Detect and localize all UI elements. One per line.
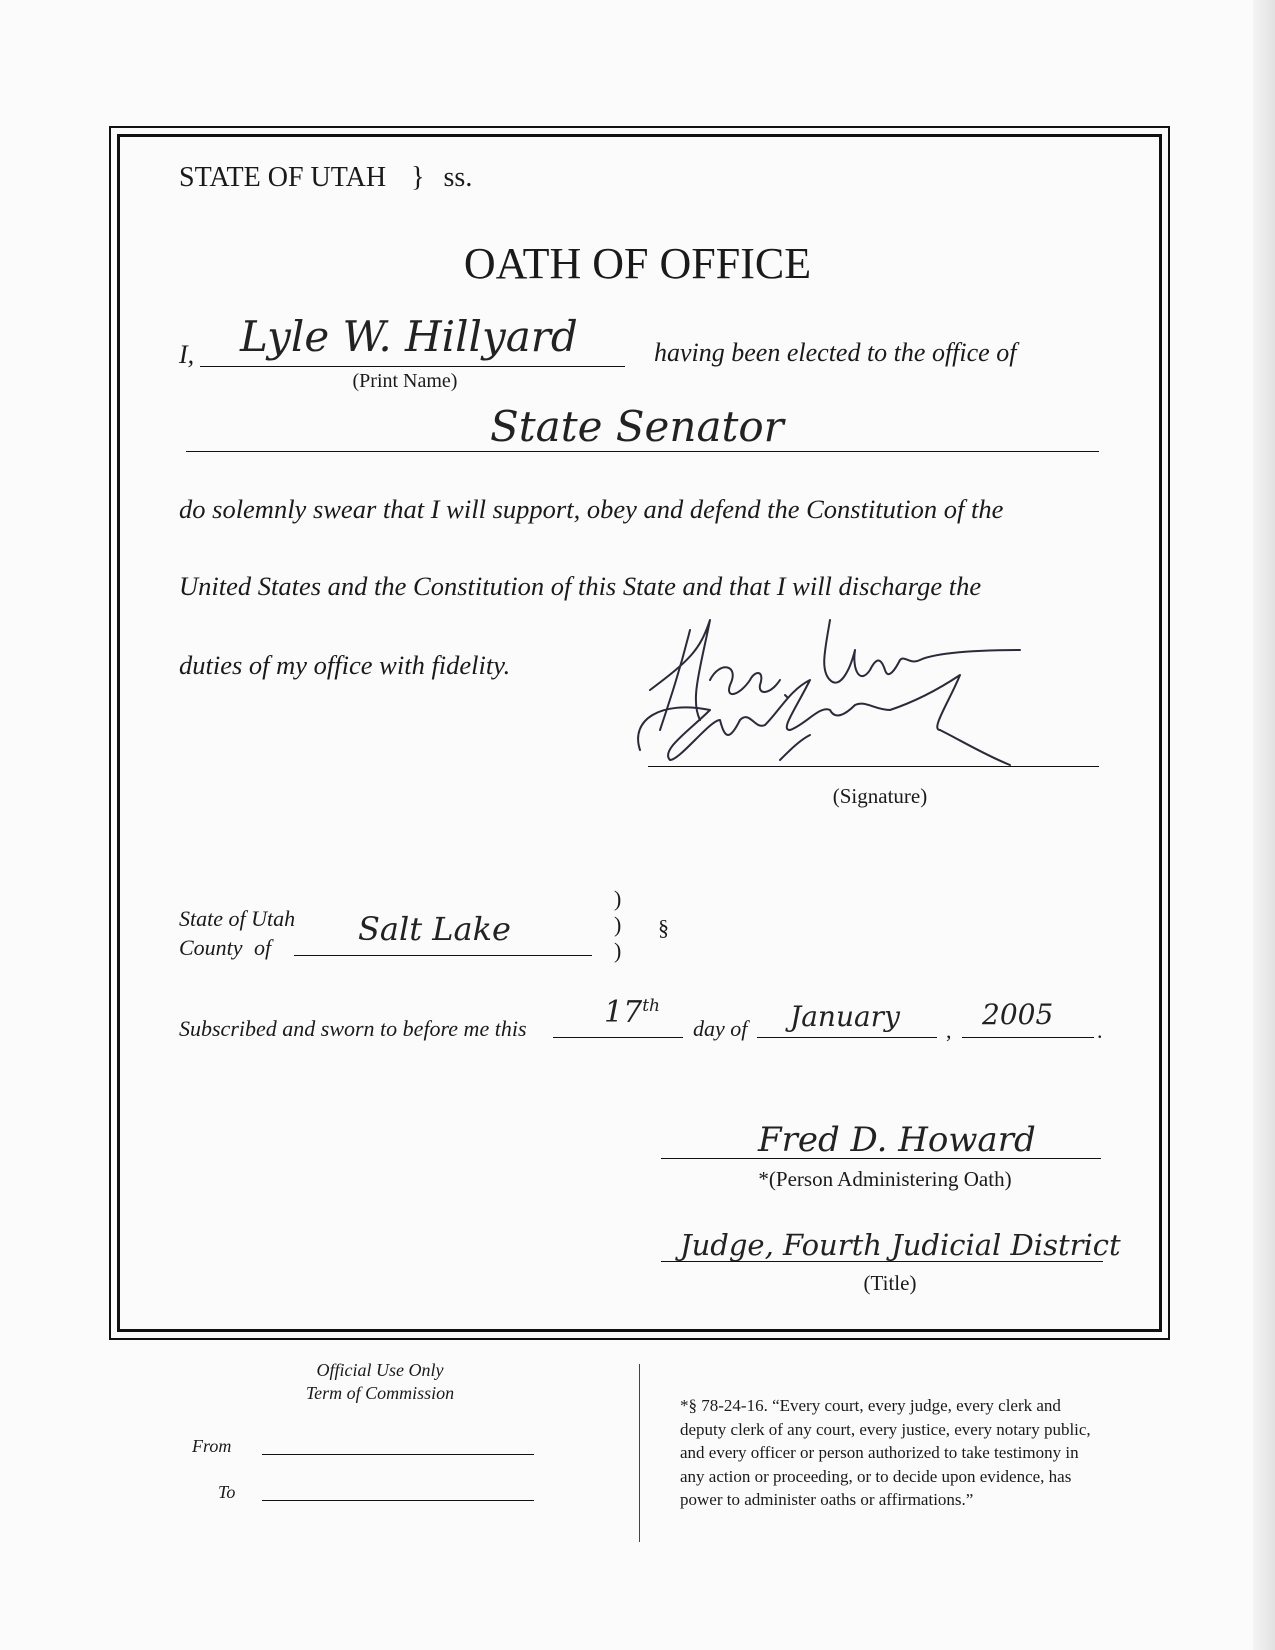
footer-divider bbox=[639, 1364, 640, 1542]
to-label: To bbox=[218, 1482, 236, 1502]
from-line[interactable] bbox=[262, 1454, 534, 1455]
footnote-line-1: *§ 78-24-16. “Every court, every judge, every clerk and bbox=[680, 1396, 1061, 1415]
i-prefix: I, bbox=[179, 340, 195, 369]
footnote-line-4: any action or proceeding, or to decide upon evidence, has bbox=[680, 1466, 1072, 1486]
venue-paren-1: ) bbox=[614, 886, 622, 911]
sworn-prefix: Subscribed and sworn to before me this bbox=[179, 1016, 527, 1041]
oath-text-line-2: United States and the Constitution of this State and that I will discharge the bbox=[179, 571, 982, 601]
day-of-label: day of bbox=[693, 1016, 748, 1041]
venue-paren-3: ) bbox=[614, 938, 622, 963]
handwritten-title: Judge, Fourth Judicial District bbox=[680, 1228, 1121, 1262]
venue-paren-2: ) bbox=[614, 912, 622, 937]
handwritten-year: 2005 bbox=[982, 998, 1054, 1031]
footnote-line-5: power to administer oaths or affirmations.” bbox=[680, 1490, 974, 1509]
date-comma: , bbox=[946, 1018, 952, 1043]
elected-text: having been elected to the office of bbox=[654, 338, 1017, 367]
venue-state: State of Utah bbox=[179, 906, 296, 931]
signature-image bbox=[630, 610, 1090, 810]
administrator-line bbox=[661, 1158, 1101, 1159]
day-number: 17 bbox=[604, 995, 643, 1030]
handwritten-day bbox=[604, 995, 660, 1030]
handwritten-month: January bbox=[790, 1000, 900, 1033]
state-heading bbox=[179, 162, 472, 194]
from-label: From bbox=[192, 1436, 232, 1456]
office-line bbox=[186, 451, 1099, 452]
signature-caption: (Signature) bbox=[832, 784, 928, 808]
state-label: STATE OF UTAH bbox=[179, 162, 387, 193]
day-suffix: th bbox=[642, 996, 660, 1016]
title-line bbox=[661, 1261, 1103, 1262]
term-of-commission-heading: Term of Commission bbox=[305, 1383, 455, 1403]
month-line bbox=[757, 1037, 937, 1038]
to-line[interactable] bbox=[262, 1500, 534, 1501]
official-use-heading: Official Use Only bbox=[316, 1360, 444, 1380]
footnote-line-3: and every officer or person authorized to take testimony in bbox=[680, 1443, 1079, 1462]
administrator-caption: *(Person Administering Oath) bbox=[758, 1167, 1012, 1191]
footnote-line-2: deputy clerk of any court, every justice, every notary public, bbox=[680, 1419, 1091, 1439]
ss-label: ss. bbox=[443, 162, 473, 193]
name-line bbox=[200, 366, 625, 367]
day-line bbox=[553, 1037, 683, 1038]
handwritten-office: State Senator bbox=[490, 402, 784, 451]
signature-line bbox=[648, 766, 1099, 767]
handwritten-administrator: Fred D. Howard bbox=[758, 1120, 1036, 1160]
oath-text-line-1: do solemnly swear that I will support, obey and defend the Constitution of the bbox=[179, 494, 1004, 524]
page-title: OATH OF OFFICE bbox=[463, 239, 812, 288]
title-caption: (Title) bbox=[863, 1271, 917, 1295]
oath-text-line-3: duties of my office with fidelity. bbox=[179, 650, 511, 680]
county-line bbox=[294, 955, 592, 956]
print-name-caption: (Print Name) bbox=[352, 370, 458, 392]
section-symbol: § bbox=[658, 915, 669, 940]
date-period: . bbox=[1097, 1018, 1103, 1043]
venue-county-label: County of bbox=[179, 935, 272, 960]
footnote bbox=[680, 1394, 1091, 1512]
year-line bbox=[962, 1037, 1094, 1038]
handwritten-name: Lyle W. Hillyard bbox=[240, 312, 578, 361]
brace: } bbox=[411, 162, 425, 193]
handwritten-county: Salt Lake bbox=[358, 910, 511, 948]
